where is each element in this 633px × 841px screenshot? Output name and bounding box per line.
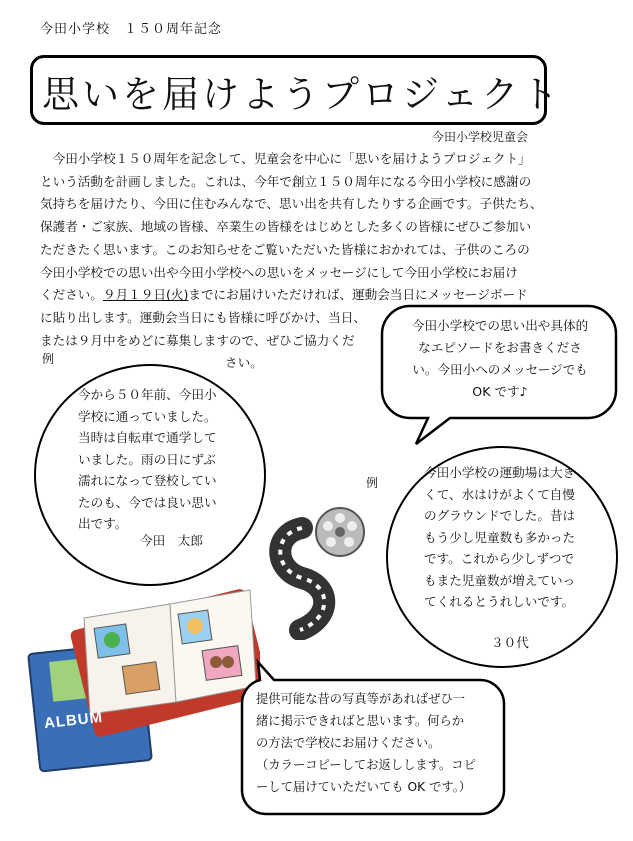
author: 今田小学校児童会	[432, 130, 529, 144]
example1-line: 当時は自転車で通学して	[78, 430, 217, 445]
body-line: 気持ちを届けたり、今田に住むみんなで、思い出を共有したりする企画です。子供たち、	[40, 196, 543, 212]
photo-note-text	[256, 688, 476, 798]
bubble-line: OK です♪	[472, 384, 528, 399]
example2-line: くて、水はけがよくて自慢	[424, 486, 575, 502]
example1-line: 濡れになって登校してい	[78, 473, 217, 488]
body-line: 今田小学校１５０周年を記念して、児童会を中心に「思いを届けようプロジェクト」	[40, 151, 531, 166]
example2-line: です。これから少しずつで	[424, 551, 575, 566]
body-line: という活動を計画しました。これは、今年で創立１５０周年になる今田小学校に感謝の	[40, 173, 532, 189]
note-line: 緒に掲示できればと思います。何らか	[256, 714, 465, 728]
body-line: さい。	[225, 355, 263, 371]
example1-line: いました。雨の日にずぶ	[78, 451, 216, 467]
page-title: 思いを届けようプロジェクト	[42, 73, 562, 116]
deadline: ９月１９日(火)	[102, 287, 189, 303]
body-line: または９月中をめどに募集しますので、ぜひご協力くだ	[40, 332, 355, 348]
note-line: ーして届けていただいても OK です。）	[256, 780, 472, 794]
film-reel-icon	[262, 500, 382, 640]
example1-signature: 今田 太郎	[140, 533, 203, 548]
example2-line: もまた児童数が増えていっ	[424, 572, 576, 588]
body-line: 今田小学校での思い出や今田小学校への思いをメッセージにして今田小学校にお届け	[40, 264, 518, 280]
example2-line: 今田小学校の運動場は大き	[424, 465, 576, 480]
body-line-post: までにお届けいただければ、運動会当日にメッセージボード	[188, 287, 528, 303]
body-line: に貼り出します。運動会当日にも皆様に呼びかけ、当日、	[40, 309, 366, 325]
body-line-pre: ください。	[40, 287, 103, 303]
example1-line: 今から５０年前、今田小	[78, 387, 217, 402]
speech-bubble-text	[387, 315, 613, 403]
note-line: （カラーコピーしてお返しします。コピ	[256, 758, 476, 772]
body-line: 保護者・ご家族、地域の皆様、卒業生の皆様をはじめとした多くの皆様にぜひご参加い	[40, 219, 532, 235]
album-label: ALBUM	[43, 708, 104, 733]
example2-text	[424, 462, 575, 613]
note-line: 提供可能な昔の写真等があればぜひ一	[256, 692, 466, 706]
example1-text	[78, 384, 217, 535]
example2-label: 例	[366, 476, 379, 490]
example2-line: のグラウンドでした。昔は	[424, 508, 576, 523]
example2-line: てくれるとうれしいです。	[424, 594, 575, 609]
body-line: ただきたく思います。このお知らせをご覧いただいた皆様におかれては、子供のころの	[40, 241, 530, 257]
bubble-line: なエピソードをお書きくださ	[418, 340, 582, 355]
example1-label: 例	[42, 352, 55, 366]
header-school-anniversary: 今田小学校 １５０周年記念	[40, 22, 223, 37]
example1-line: 学校に通っていました。	[78, 408, 217, 424]
example1-line: たのも、今では良い思い	[78, 494, 217, 510]
example1-line: 出です。	[78, 516, 128, 531]
note-line: の方法で学校にお届けください。	[256, 736, 441, 750]
example2-line: もう少し児童数も多かった	[424, 529, 576, 545]
bubble-line: い。今田小へのメッセージでも	[412, 362, 588, 377]
example2-signature: ３０代	[491, 635, 529, 650]
photo-album-icon	[20, 578, 260, 778]
bubble-line: 今田小学校での思い出や具体的	[411, 318, 589, 333]
